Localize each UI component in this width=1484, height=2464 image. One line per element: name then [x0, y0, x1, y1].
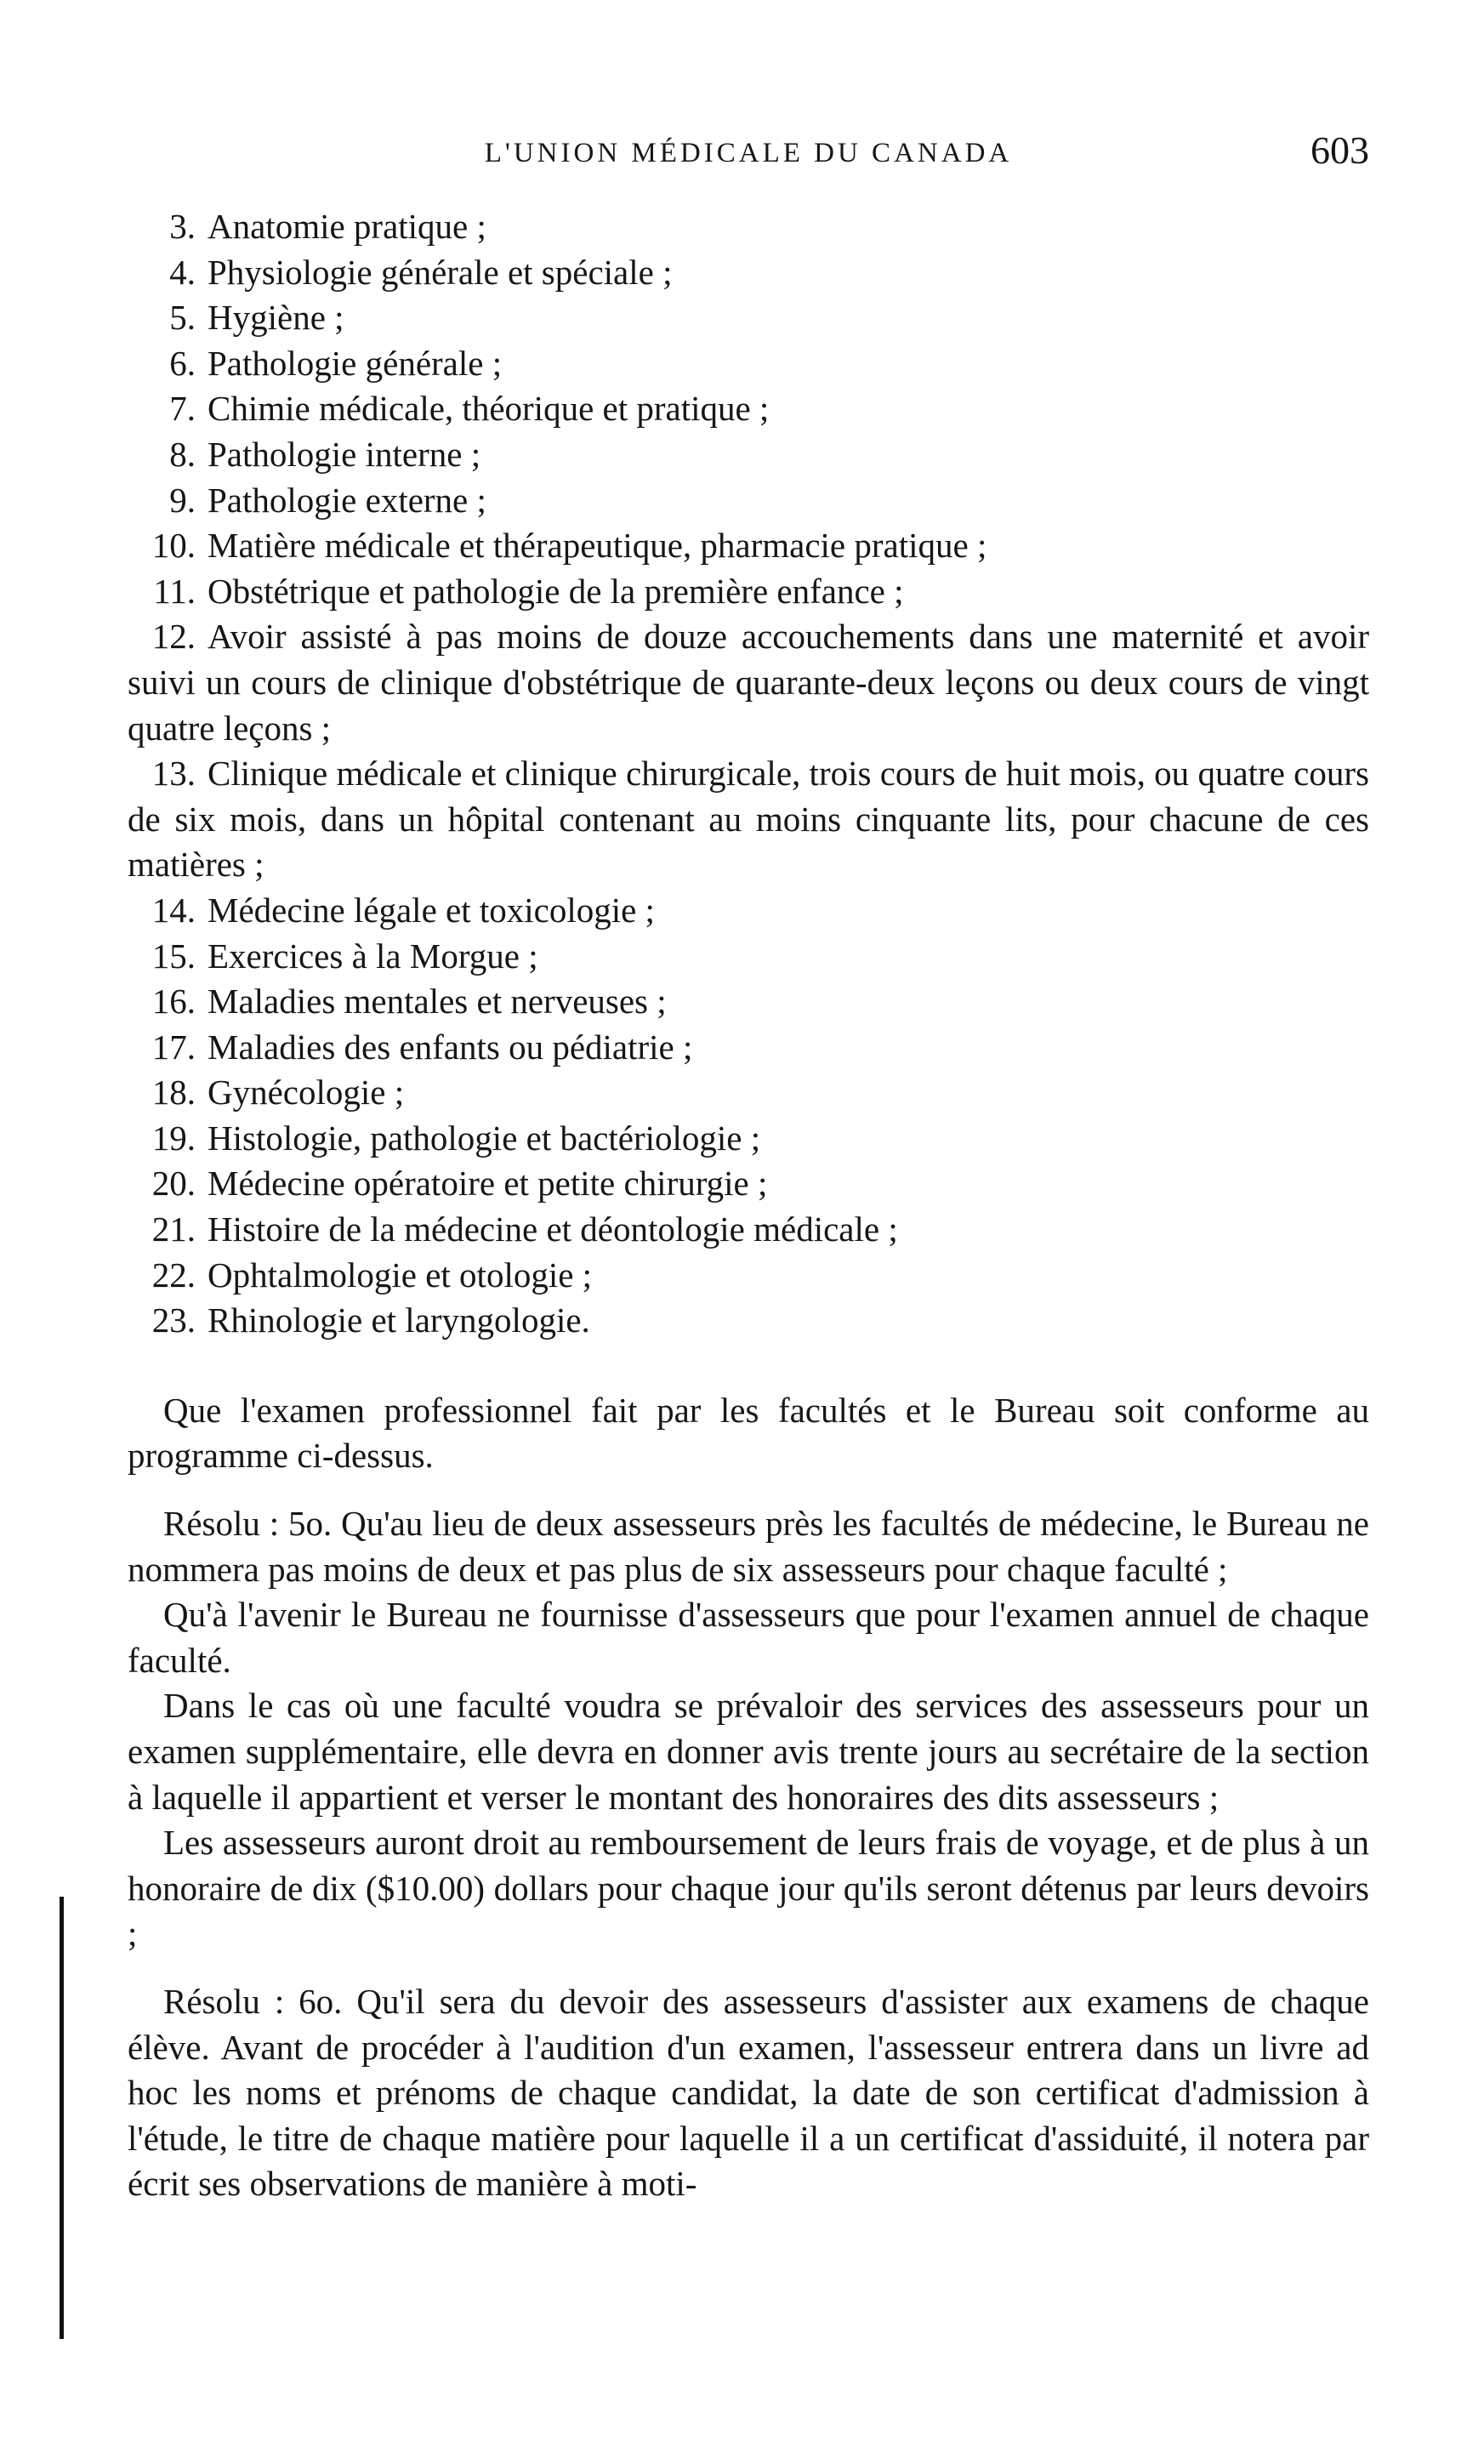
list-item-number: 13.: [151, 754, 196, 794]
list-item: [128, 523, 1369, 569]
list-item-number: 11.: [153, 571, 196, 611]
list-item-number: 19.: [151, 1118, 196, 1158]
list-item: [128, 888, 1369, 934]
page-number: 603: [1311, 128, 1369, 172]
list-item: [128, 1298, 1369, 1344]
list-item: [128, 204, 1369, 250]
list-item-text: Maladies mentales et nerveuses ;: [208, 982, 667, 1021]
list-item-number: 22.: [151, 1255, 196, 1295]
list-item: [128, 1070, 1369, 1116]
numbered-list: [128, 204, 1369, 1344]
list-item-number: 4.: [169, 252, 196, 292]
list-item: [128, 295, 1369, 341]
list-item-number: 14.: [151, 890, 196, 930]
paragraph-annual-exam: Qu'à l'avenir le Bureau ne fournisse d'assesseurs que pour l'examen annuel de chaque faculté.: [128, 1595, 1369, 1680]
page-body: [128, 204, 1369, 2207]
list-item-number: 15.: [151, 936, 196, 976]
list-item-text: Pathologie interne ;: [208, 434, 481, 474]
list-item-number: 17.: [151, 1027, 196, 1067]
list-item: [128, 341, 1369, 387]
list-item-text: Histoire de la médecine et déontologie médicale ;: [208, 1209, 898, 1249]
list-item-text: Matière médicale et thérapeutique, pharmacie pratique ;: [208, 526, 987, 566]
list-item-number: 8.: [169, 434, 196, 474]
list-item-number: 3.: [169, 207, 196, 246]
list-item: [128, 569, 1369, 615]
list-item-text: Obstétrique et pathologie de la première enfance ;: [208, 571, 904, 611]
list-item: [128, 1025, 1369, 1071]
list-item: [128, 478, 1369, 524]
list-item: [128, 432, 1369, 478]
list-item-text: Maladies des enfants ou pédiatrie ;: [208, 1027, 693, 1067]
list-item-text: Histologie, pathologie et bactériologie ;: [208, 1118, 761, 1158]
list-item-text: Médecine opératoire et petite chirurgie ;: [208, 1164, 768, 1204]
paragraph-supplementary-exam: Dans le cas où une faculté voudra se prévaloir des services des assesseurs pour un examen supplémentaire, elle devra en donner avis trente jours au secrétaire de la section à laquelle il appartient et verser le montant des honoraires des dits assesseurs ;: [128, 1686, 1369, 1817]
list-item-number: 20.: [151, 1164, 196, 1204]
paragraph-resolution-6: Résolu : 6o. Qu'il sera du devoir des assesseurs d'assister aux examens de chaque élève. Avant de procéder à l'audition d'un examen, l'assesseur entrera dans un livre ad hoc les noms et prénoms de chaque candidat, la date de son certificat d'admission à l'étude, le titre de chaque matière pour laquelle il a un certificat d'assiduité, il notera par écrit ses observations de manière à moti-: [128, 1981, 1369, 2204]
list-item-text: Rhinologie et laryngologie.: [208, 1300, 590, 1340]
list-item-number: 12.: [151, 617, 196, 657]
list-item-text: Pathologie générale ;: [208, 343, 503, 383]
margin-bar: [60, 1897, 64, 2339]
list-item-text: Hygiène ;: [208, 298, 344, 338]
list-item: [128, 1207, 1369, 1253]
list-item-text: Physiologie générale et spéciale ;: [208, 252, 673, 292]
list-item: [128, 386, 1369, 432]
list-item: [128, 979, 1369, 1025]
list-item: [128, 250, 1369, 296]
list-item-number: 21.: [151, 1209, 196, 1249]
list-item-text: Chimie médicale, théorique et pratique ;: [208, 389, 770, 429]
list-item-number: 5.: [169, 298, 196, 338]
list-item-text: Gynécologie ;: [208, 1073, 405, 1112]
paragraph-assessor-fees: Les assesseurs auront droit au remboursement de leurs frais de voyage, et de plus à un honoraire de dix ($10.00) dollars pour chaque jour qu'ils seront détenus par leurs devoirs ;: [128, 1823, 1369, 1954]
running-head: L'UNION MÉDICALE DU CANADA: [484, 138, 1013, 168]
list-item-text: Médecine légale et toxicologie ;: [208, 890, 655, 930]
list-item-number: 10.: [151, 526, 196, 566]
list-item: [128, 751, 1369, 888]
list-item-text: Pathologie externe ;: [208, 480, 486, 520]
paragraph-resolution-5: Résolu : 5o. Qu'au lieu de deux assesseurs près les facultés de médecine, le Bureau ne nommera pas moins de deux et pas plus de six assesseurs pour chaque faculté ;: [128, 1504, 1369, 1589]
list-item-text: Exercices à la Morgue ;: [208, 936, 538, 976]
list-item-text: Clinique médicale et clinique chirurgicale, trois cours de huit mois, ou quatre cours de six mois, dans un hôpital contenant au moins cinquante lits, pour chacune de ces matières ;: [128, 754, 1369, 885]
list-item: [128, 614, 1369, 751]
list-item-number: 18.: [151, 1073, 196, 1112]
list-item-number: 7.: [169, 389, 196, 429]
list-item-number: 16.: [151, 982, 196, 1021]
list-item: [128, 1253, 1369, 1299]
list-item: [128, 1116, 1369, 1162]
list-item-text: Ophtalmologie et otologie ;: [208, 1255, 593, 1295]
list-item-text: Anatomie pratique ;: [208, 207, 486, 246]
list-item-number: 23.: [151, 1300, 196, 1340]
list-item-text: Avoir assisté à pas moins de douze accouchements dans une maternité et avoir suivi un cours de clinique d'obstétrique de quarante-deux leçons ou deux cours de vingt quatre leçons ;: [128, 617, 1369, 748]
list-item: [128, 934, 1369, 980]
page-header: [128, 128, 1369, 187]
list-item: [128, 1161, 1369, 1207]
list-item-number: 6.: [169, 343, 196, 383]
list-item-number: 9.: [169, 480, 196, 520]
paragraph-exam-program: Que l'examen professionnel fait par les facultés et le Bureau soit conforme au programme ci-dessus.: [128, 1390, 1369, 1476]
